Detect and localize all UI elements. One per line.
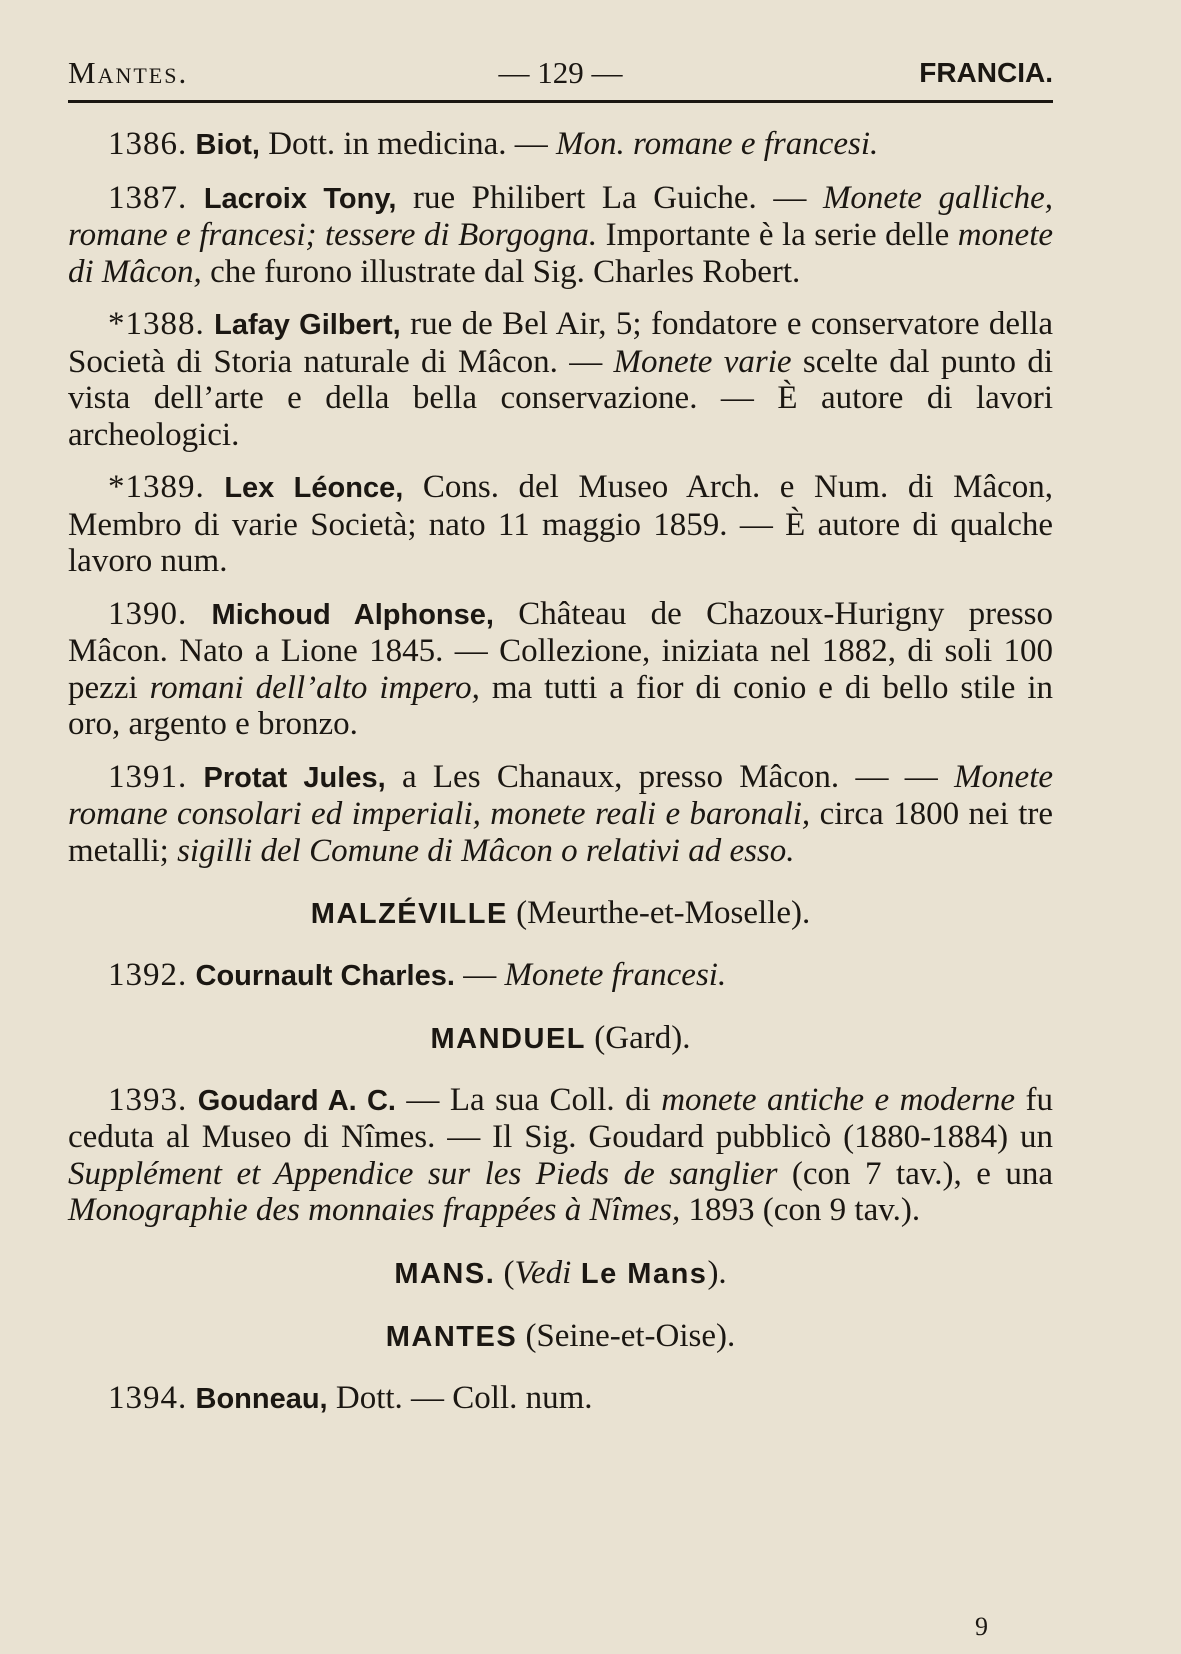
entry-italic: romani dell’alto impero, xyxy=(149,669,480,706)
collector-name: Biot, xyxy=(195,129,260,161)
entry-1387 xyxy=(68,180,1053,291)
header-place: Mantes. xyxy=(68,55,189,90)
place-heading-malzeville xyxy=(68,895,1053,933)
entry-italic: Supplément et Appendice sur les Pieds de sanglier xyxy=(68,1155,778,1192)
entry-number: 1394. xyxy=(108,1379,188,1416)
place-region: (Seine-et-Oise). xyxy=(517,1318,736,1354)
entry-text: Dott. in medicina. — xyxy=(259,126,556,162)
collector-name: Michoud Alphonse, xyxy=(211,598,494,631)
place-paren: ( xyxy=(495,1254,515,1291)
entry-1394 xyxy=(68,1380,1053,1418)
entry-text: Cons. del Museo Arch. e Num. di Mâcon, Membro di varie Società; nato 11 maggio 1859. — È autore di qualche lavoro num. xyxy=(68,469,1053,579)
entry-text: che furono illustrate dal Sig. Charles Robert. xyxy=(201,253,801,290)
entry-number: 1386. xyxy=(108,126,188,162)
entry-text: Importante è la serie delle xyxy=(597,217,958,253)
place-name: MALZÉVILLE xyxy=(310,898,508,930)
entry-text: — La sua Coll. di xyxy=(395,1081,662,1118)
entry-number: 1393. xyxy=(108,1081,188,1118)
header-country: FRANCIA. xyxy=(919,57,1053,88)
see-also-ref: Le Mans xyxy=(571,1257,708,1290)
entry-1393 xyxy=(68,1082,1053,1229)
entry-text: rue Philibert La Guiche. — xyxy=(396,179,823,216)
entry-text: circa 1800 nei tre metalli; xyxy=(68,796,1053,869)
place-name: MANTES xyxy=(385,1321,518,1353)
entry-text: a Les Chanaux, presso Mâcon. — — xyxy=(385,758,955,795)
place-paren: ). xyxy=(707,1254,727,1291)
entry-italic: sigilli del Comune di Mâcon o relativi ad esso. xyxy=(177,832,795,869)
entry-1391 xyxy=(68,759,1053,870)
entry-italic: monete antiche e moderne xyxy=(661,1081,1016,1118)
entry-text: Dott. — Coll. num. xyxy=(327,1379,593,1416)
place-heading-mans xyxy=(68,1255,1053,1293)
collector-name: Cournault Charles. xyxy=(195,959,455,992)
collector-name: Goudard A. C. xyxy=(197,1084,396,1117)
place-region: (Meurthe-et-Moselle). xyxy=(507,895,811,931)
entry-italic: Mon. romane e francesi. xyxy=(555,126,879,162)
entry-1386 xyxy=(68,126,1053,164)
entry-number: 1392. xyxy=(108,956,188,993)
entry-italic: Monographie des monnaies frappées à Nîmes, xyxy=(68,1192,681,1228)
place-name: MANDUEL xyxy=(430,1023,587,1055)
collector-name: Lex Léonce, xyxy=(224,472,404,504)
place-heading-manduel xyxy=(68,1020,1053,1058)
entry-text: — xyxy=(454,956,505,993)
collector-name: Bonneau, xyxy=(195,1382,328,1415)
entry-1392 xyxy=(68,957,1053,995)
see-also-italic: Vedi xyxy=(514,1254,572,1291)
header-rule xyxy=(68,100,1053,103)
entry-italic: Monete francesi. xyxy=(504,956,727,993)
entry-italic: Monete romane consolari ed imperiali, monete reali e baronali, xyxy=(68,758,1054,832)
entry-number: 1390. xyxy=(108,595,188,632)
entry-italic: Monete galliche, romane e francesi; tessere di Borgogna. xyxy=(68,179,1054,253)
entry-italic: Monete varie xyxy=(613,343,792,380)
collector-name: Lacroix Tony, xyxy=(203,182,397,215)
entry-text: rue de Bel Air, 5; fondatore e conservatore della Società di Storia naturale di Mâcon. — xyxy=(68,306,1054,380)
entry-text: ma tutti a fior di conio e di bello stile in oro, argento e bronzo. xyxy=(68,669,1054,742)
entry-1390 xyxy=(68,596,1053,743)
entry-number: 1387. xyxy=(108,179,188,216)
place-heading-mantes xyxy=(68,1318,1053,1356)
entry-number: *1389. xyxy=(108,469,205,505)
place-region: (Gard). xyxy=(586,1020,691,1056)
collector-name: Protat Jules, xyxy=(203,761,386,794)
entry-number: 1391. xyxy=(108,758,188,795)
entry-text: Château de Chazoux-Hurigny presso Mâcon. Nato a Lione 1845. — Collezione, iniziata nel 1882, di soli 100 pezzi xyxy=(68,595,1054,706)
entry-number: *1388. xyxy=(108,306,205,342)
entry-1388 xyxy=(68,306,1053,453)
entry-1389 xyxy=(68,469,1053,580)
entry-text: fu ceduta al Museo di Nîmes. — Il Sig. Goudard pubblicò (1880-1884) un xyxy=(68,1081,1054,1155)
collector-name: Lafay Gilbert, xyxy=(214,309,401,341)
page-body xyxy=(68,126,1053,1433)
entry-text: scelte dal punto di vista dell’arte e della bella conservazione. — È autore di lavori archeologici. xyxy=(68,343,1054,453)
running-header xyxy=(68,50,1053,96)
place-name: MANS. xyxy=(394,1257,496,1290)
entry-italic: monete di Mâcon, xyxy=(68,217,1054,290)
page-number: — 129 — xyxy=(498,55,623,90)
entry-text: (con 7 tav.), e una xyxy=(777,1155,1054,1192)
entry-text: 1893 (con 9 tav.). xyxy=(680,1192,921,1228)
signature-mark: 9 xyxy=(975,1612,988,1641)
